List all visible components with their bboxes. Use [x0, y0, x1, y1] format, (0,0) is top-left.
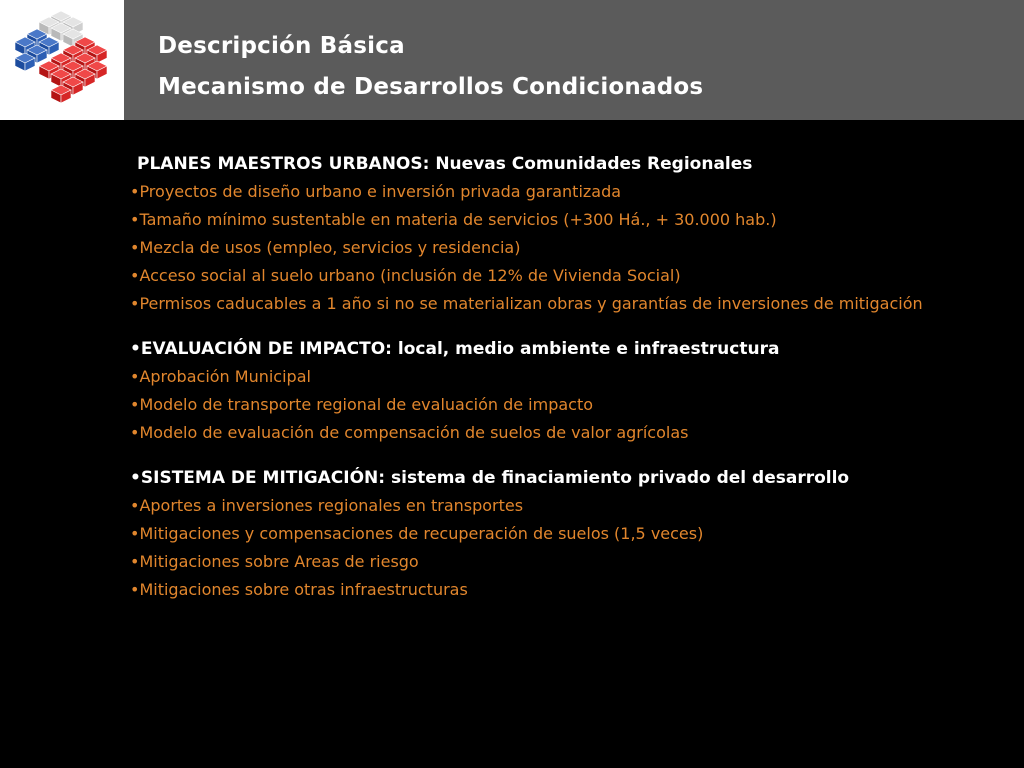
section-heading-text: SISTEMA DE MITIGACIÓN: sistema de finaciamiento privado del desarrollo — [140, 468, 850, 488]
bullet-icon: • — [130, 552, 140, 571]
red-white-blue-cube-logo-icon — [2, 4, 120, 116]
list-item — [130, 550, 980, 574]
list-item-text: Mezcla de usos (empleo, servicios y residencia) — [139, 238, 521, 257]
list-item-text: Modelo de transporte regional de evaluación de impacto — [139, 395, 594, 414]
bullet-icon: • — [130, 524, 140, 543]
bullet-icon: • — [130, 580, 140, 599]
bullet-icon: • — [130, 182, 140, 201]
section-heading-text: EVALUACIÓN DE IMPACTO: local, medio ambiente e infraestructura — [140, 339, 780, 359]
list-item — [130, 365, 980, 389]
bullet-icon: • — [130, 339, 141, 359]
list-item — [130, 236, 980, 260]
bullet-icon: • — [130, 423, 140, 442]
content-body — [130, 152, 980, 602]
list-item — [130, 292, 980, 316]
list-item — [130, 264, 980, 288]
list-item-text: Aportes a inversiones regionales en transportes — [139, 496, 524, 515]
bullet-icon: • — [130, 395, 140, 414]
section-spacer — [130, 316, 980, 337]
list-item — [130, 578, 980, 602]
bullet-icon: • — [130, 367, 140, 386]
list-item-text: Modelo de evaluación de compensación de suelos de valor agrícolas — [139, 423, 689, 442]
bullet-icon: • — [130, 496, 140, 515]
list-item — [130, 494, 980, 518]
section-heading-text: PLANES MAESTROS URBANOS: Nuevas Comunidades Regionales — [137, 154, 753, 174]
section-spacer — [130, 445, 980, 466]
section-heading-evaluacion — [130, 337, 980, 361]
list-item-text: Mitigaciones y compensaciones de recuperación de suelos (1,5 veces) — [139, 524, 704, 543]
list-item — [130, 393, 980, 417]
bullet-icon: • — [130, 238, 140, 257]
page-title: Mecanismo de Desarrollos Condicionados — [158, 74, 704, 100]
bullet-icon: • — [130, 266, 140, 285]
bullet-icon: • — [130, 294, 140, 313]
list-item-text: Acceso social al suelo urbano (inclusión de 12% de Vivienda Social) — [139, 266, 681, 285]
list-item — [130, 180, 980, 204]
list-item-text: Permisos caducables a 1 año si no se materializan obras y garantías de inversiones de mitigación — [139, 294, 923, 313]
list-item — [130, 522, 980, 546]
bullet-icon: • — [130, 210, 140, 229]
bullet-icon: • — [130, 468, 141, 488]
section-heading-planes — [130, 152, 980, 176]
title-line-1: Descripción Básica — [158, 33, 405, 59]
list-item-text: Aprobación Municipal — [139, 367, 311, 386]
list-item-text: Mitigaciones sobre otras infraestructuras — [139, 580, 468, 599]
list-item-text: Tamaño mínimo sustentable en materia de servicios (+300 Há., + 30.000 hab.) — [139, 210, 777, 229]
section-heading-mitigacion — [130, 466, 980, 490]
list-item — [130, 421, 980, 445]
list-item — [130, 208, 980, 232]
logo — [0, 0, 124, 120]
list-item-text: Proyectos de diseño urbano e inversión privada garantizada — [139, 182, 622, 201]
list-item-text: Mitigaciones sobre Areas de riesgo — [139, 552, 419, 571]
header-bar — [0, 0, 1024, 120]
